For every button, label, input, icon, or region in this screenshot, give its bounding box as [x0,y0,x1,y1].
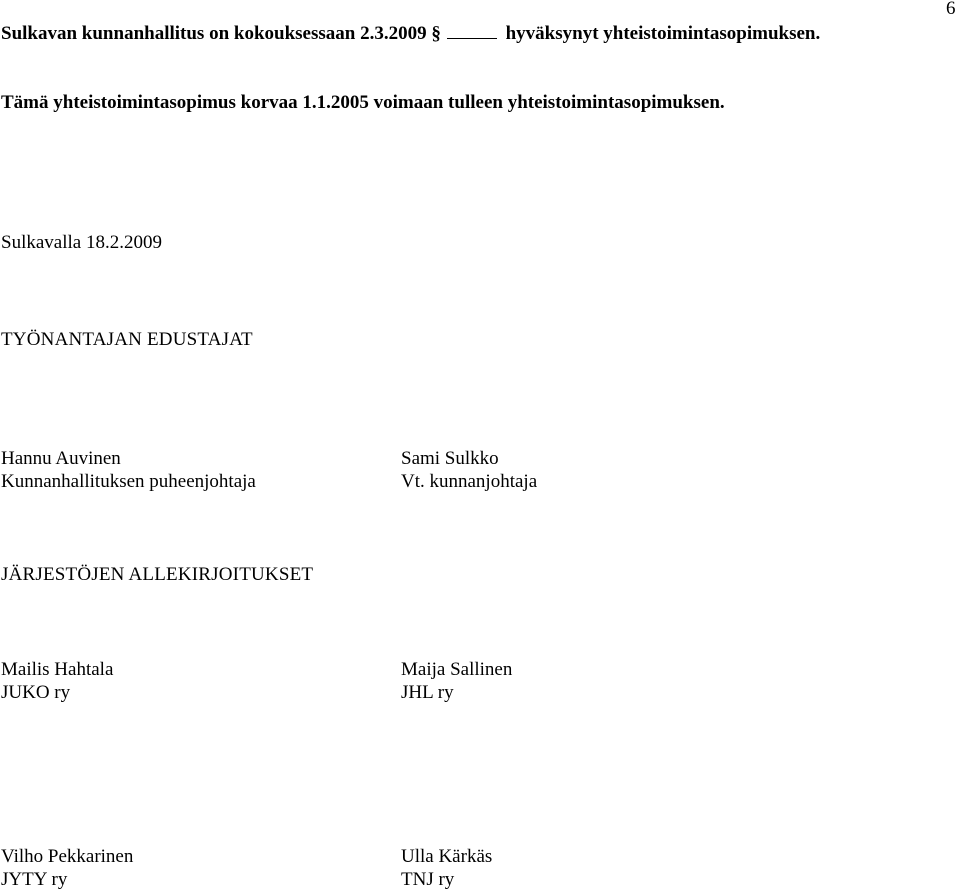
signer-title: JHL ry [401,681,454,703]
signer-name: Maija Sallinen [401,659,513,680]
signer-name: Sami Sulkko [401,448,499,469]
approval-suffix: hyväksynyt yhteistoimintasopimuksen. [505,23,821,44]
page-number: 6 [946,0,956,19]
signer-title: Kunnanhallituksen puheenjohtaja [1,470,256,492]
signer-name: Ulla Kärkäs [401,846,493,867]
replacement-note: Tämä yhteistoimintasopimus korvaa 1.1.2005 voimaan tulleen yhteistoimintasopimuksen. [1,92,725,113]
signer-block [401,659,512,705]
signer-title: TNJ ry [401,868,455,890]
signer-block [1,448,256,494]
signer-block [1,659,113,705]
signer-block [401,846,492,892]
employer-heading: TYÖNANTAJAN EDUSTAJAT [1,329,253,350]
signer-name: Hannu Auvinen [1,448,121,469]
section-sign: § [431,23,441,44]
signer-block [1,846,133,892]
section-number-blank [447,22,497,39]
signer-block [401,448,537,494]
organizations-heading: JÄRJESTÖJEN ALLEKIRJOITUKSET [1,564,314,585]
place-date: Sulkavalla 18.2.2009 [1,232,162,253]
signer-title: JYTY ry [1,868,68,890]
signer-title: Vt. kunnanjohtaja [401,470,538,492]
approval-statement [1,22,820,46]
signer-name: Vilho Pekkarinen [1,846,134,867]
signer-name: Mailis Hahtala [1,659,114,680]
signer-title: JUKO ry [1,681,71,703]
approval-prefix: Sulkavan kunnanhallitus on kokouksessaan 2.3.2009 [1,23,427,44]
